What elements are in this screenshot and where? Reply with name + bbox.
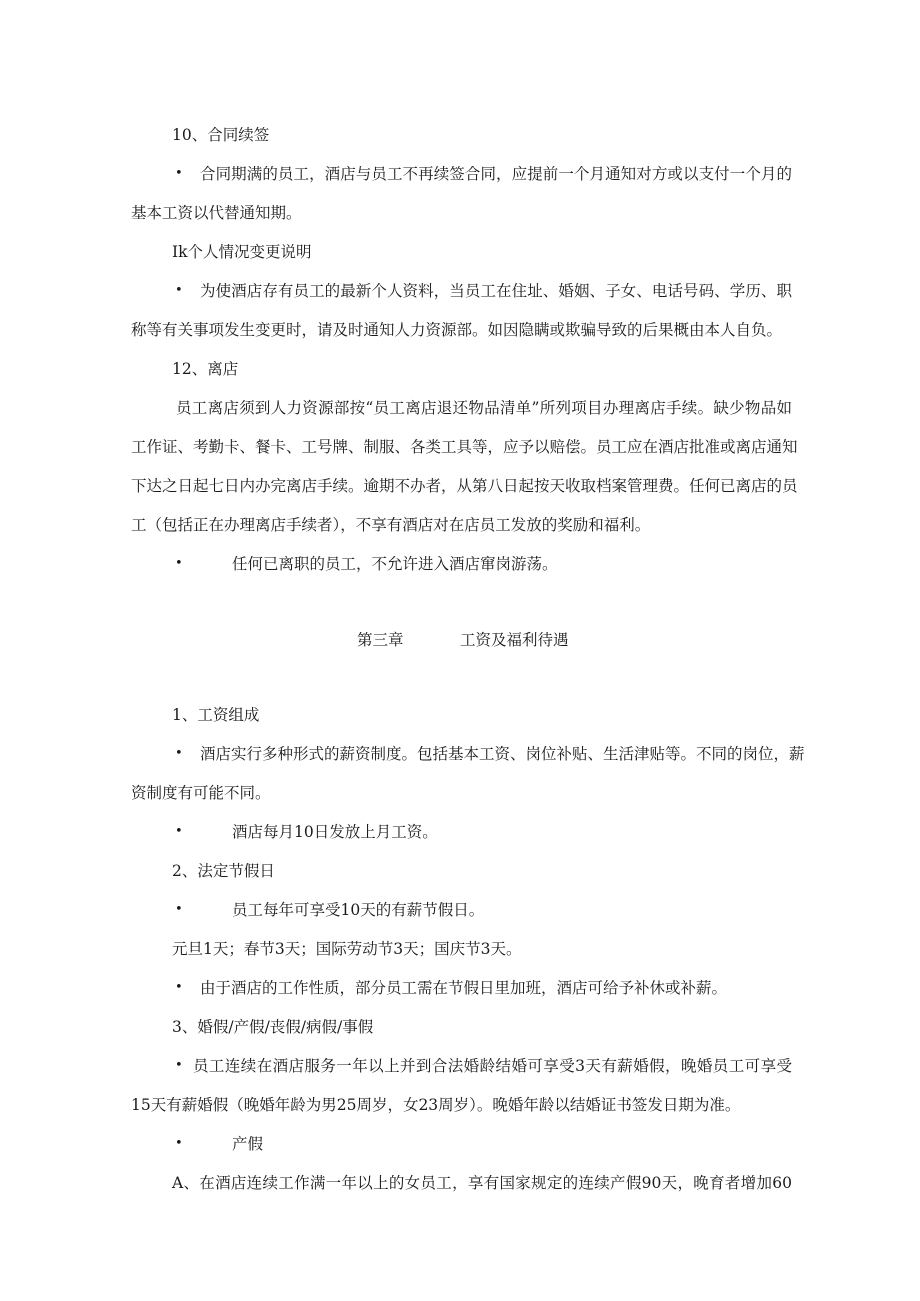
paragraph-line: 员工每年可享受10天的有薪节假日。 — [232, 901, 485, 919]
bullet-icon: • — [175, 980, 183, 995]
bullet-icon: • — [175, 1136, 183, 1151]
paragraph-line: 资制度有可能不同。 — [131, 784, 271, 802]
paragraph-line: 15天有薪婚假（晚婚年龄为男25周岁，女23周岁）。晚婚年龄以结婚证书签发日期为准。 — [131, 1096, 741, 1114]
bullet-icon: • — [175, 824, 183, 839]
section-heading-12: 12、离店 — [172, 360, 239, 378]
paragraph-line: 元旦1天；春节3天；国际劳动节3天；国庆节3天。 — [172, 940, 522, 958]
bullet-icon: • — [175, 166, 183, 181]
bullet-icon: • — [175, 746, 183, 761]
paragraph-line: 为使酒店存有员工的最新个人资料，当员工在住址、婚姻、子女、电话号码、学历、职 — [200, 282, 792, 300]
bullet-icon: • — [175, 1058, 183, 1073]
paragraph-line: 工（包括正在办理离店手续者），不享有酒店对在店员工发放的奖励和福利。 — [131, 516, 651, 534]
paragraph-line: 酒店实行多种形式的薪资制度。包括基本工资、岗位补贴、生活津贴等。不同的岗位，薪 — [200, 745, 805, 763]
paragraph-line: 由于酒店的工作性质，部分员工需在节假日里加班，酒店可给予补休或补薪。 — [200, 979, 728, 997]
paragraph-line: 酒店每月10日发放上月工资。 — [232, 823, 438, 841]
paragraph-line: 基本工资以代替通知期。 — [131, 204, 302, 222]
bullet-icon: • — [175, 902, 183, 917]
paragraph-line: 称等有关事项发生变更时，请及时通知人力资源部。如因隐瞒或欺骗导致的后果概由本人自负。 — [131, 321, 783, 339]
bullet-icon: • — [175, 556, 183, 571]
paragraph-line: 产假 — [232, 1135, 264, 1153]
chapter-number: 第三章 — [357, 631, 404, 649]
paragraph-line: 员工离店须到人力资源部按“员工离店退还物品清单”所列项目办理离店手续。缺少物品如 — [176, 399, 792, 417]
bullet-icon: • — [175, 283, 183, 298]
paragraph-line: 合同期满的员工，酒店与员工不再续签合同，应提前一个月通知对方或以支付一个月的 — [200, 165, 792, 183]
section-heading-leave: 3、婚假/产假/丧假/病假/事假 — [172, 1018, 374, 1036]
paragraph-line: 下达之日起七日内办完离店手续。逾期不办者，从第八日起按天收取档案管理费。任何已离店的员 — [131, 477, 798, 495]
section-heading-holidays: 2、法定节假日 — [172, 862, 275, 880]
paragraph-line: A、在酒店连续工作满一年以上的女员工，享有国家规定的连续产假90天，晚育者增加60 — [172, 1174, 792, 1192]
section-heading-10: 10、合同续签 — [172, 126, 270, 144]
paragraph-line: 任何已离职的员工，不允许进入酒店窜岗游荡。 — [232, 555, 558, 573]
section-heading-11: Ik个人情况变更说明 — [172, 243, 312, 261]
section-heading-wages: 1、工资组成 — [172, 706, 260, 724]
paragraph-line: 员工连续在酒店服务一年以上并到合法婚龄结婚可享受3天有薪婚假，晚婚员工可享受 — [193, 1057, 792, 1075]
chapter-title: 工资及福利待遇 — [460, 631, 569, 649]
paragraph-line: 工作证、考勤卡、餐卡、工号牌、制服、各类工具等，应予以赔偿。员工应在酒店批准或离店通知 — [131, 438, 798, 456]
